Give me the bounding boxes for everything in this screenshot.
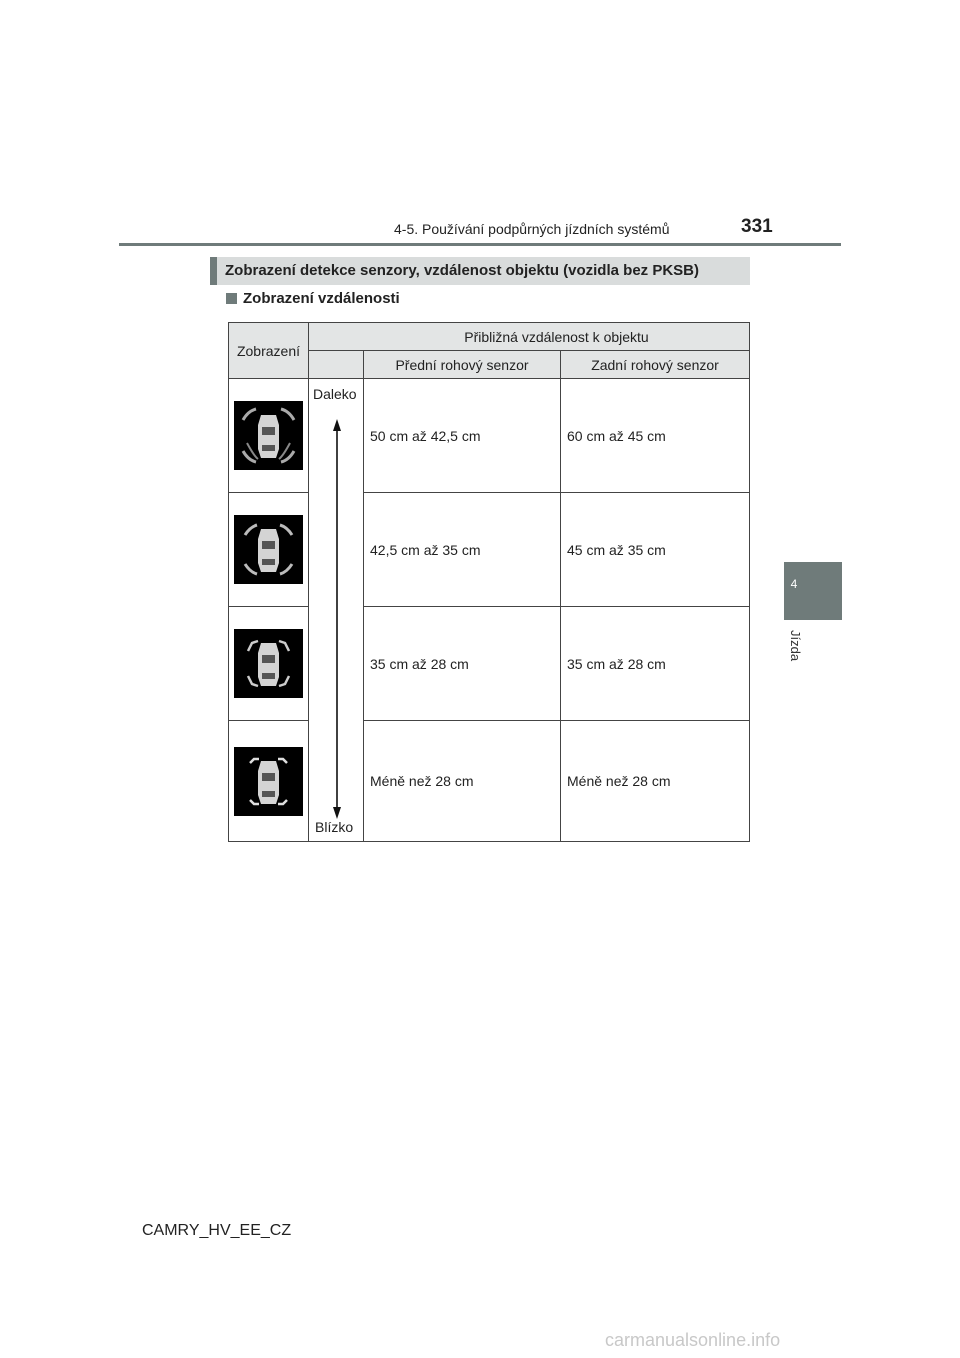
header-display: Zobrazení (228, 322, 309, 379)
front-value: 42,5 cm až 35 cm (363, 492, 561, 607)
header-distance-text: Přibližná vzdálenost k objektu (464, 328, 649, 345)
section-banner (210, 257, 750, 285)
display-cell (228, 606, 309, 721)
chapter-number: 4 (790, 577, 798, 591)
scale-column (308, 378, 364, 842)
rear-value: Méně než 28 cm (560, 720, 750, 842)
page-number: 331 (741, 216, 773, 237)
far-label: Daleko (313, 386, 357, 402)
header-rear: Zadní rohový senzor (560, 350, 750, 379)
subheading-text: Zobrazení vzdálenosti (243, 290, 400, 307)
parking-sensor-display-icon (234, 629, 303, 698)
chapter-tab[interactable] (784, 562, 842, 620)
display-cell (228, 492, 309, 607)
front-value: 35 cm až 28 cm (363, 606, 561, 721)
header-rule (119, 243, 841, 246)
chapter-label: Jízda (788, 630, 803, 662)
model-code: CAMRY_HV_EE_CZ (142, 1222, 292, 1239)
rear-value: 45 cm až 35 cm (560, 492, 750, 607)
section-banner-text: Zobrazení detekce senzory, vzdálenost objektu (vozidla bez PKSB) (225, 262, 699, 279)
subheading (226, 290, 400, 307)
near-label: Blízko (315, 819, 354, 835)
rear-value: 60 cm až 45 cm (560, 378, 750, 493)
header-scale-blank (308, 350, 364, 379)
parking-sensor-display-icon (234, 515, 303, 584)
rear-value: 35 cm až 28 cm (560, 606, 750, 721)
header-distance (308, 322, 750, 351)
parking-sensor-display-icon (234, 401, 303, 470)
display-cell (228, 720, 309, 842)
distance-table (228, 322, 750, 842)
watermark: carmanualsonline.info (605, 1330, 781, 1350)
parking-sensor-display-icon (234, 747, 303, 816)
display-cell (228, 378, 309, 493)
front-value: 50 cm až 42,5 cm (363, 378, 561, 493)
distance-arrow-icon (329, 419, 345, 819)
header-front: Přední rohový senzor (363, 350, 561, 379)
square-bullet-icon (226, 293, 237, 304)
section-title: 4-5. Používání podpůrných jízdních systémů (394, 221, 670, 237)
front-value: Méně než 28 cm (363, 720, 561, 842)
